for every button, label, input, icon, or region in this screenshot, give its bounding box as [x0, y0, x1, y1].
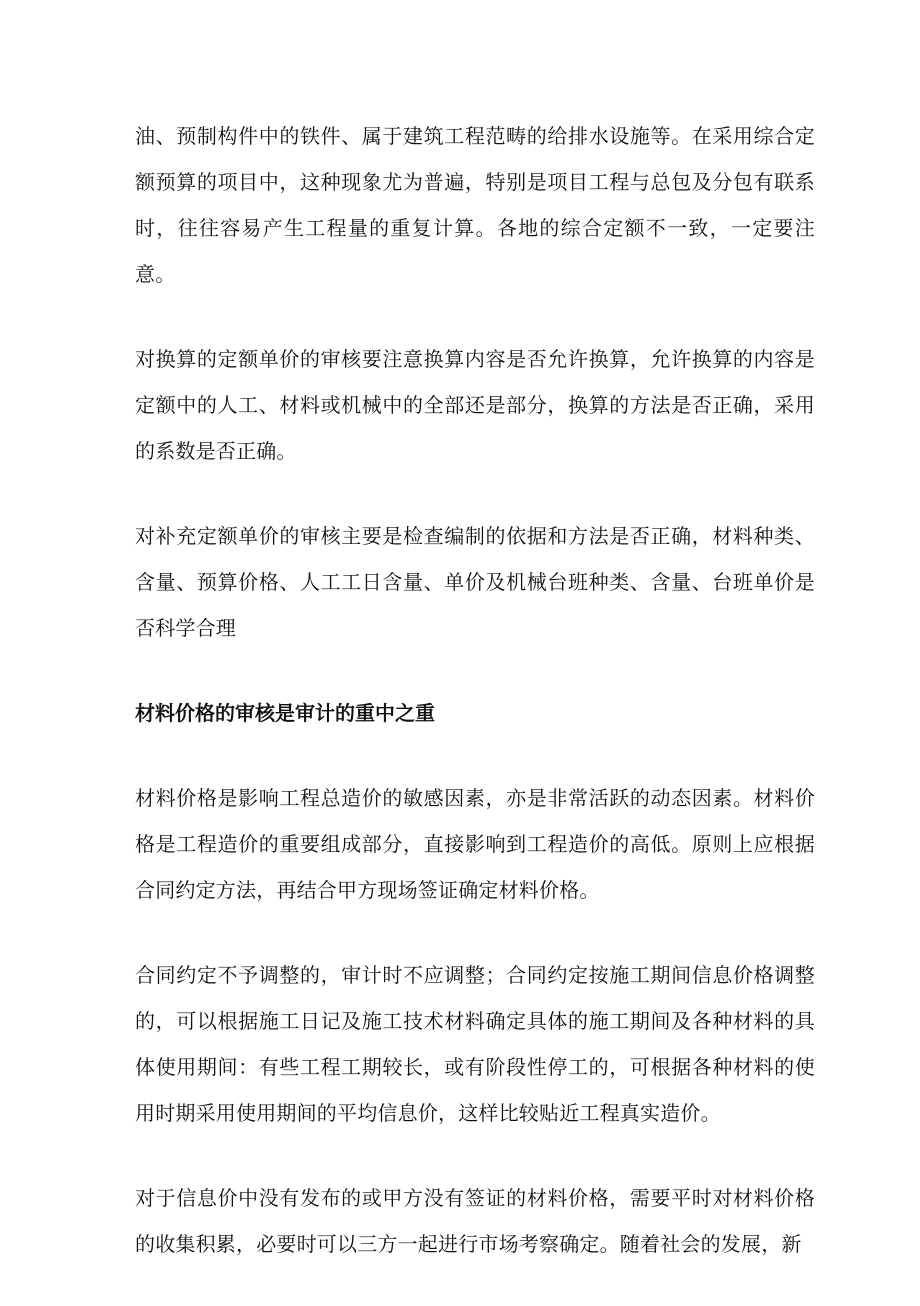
document-body — [135, 113, 815, 1306]
paragraph: 材料价格是影响工程总造价的敏感因素，亦是非常活跃的动态因素。材料价格是工程造价的重要组成部分，直接影响到工程造价的高低。原则上应根据合同约定方法，再结合甲方现场签证确定材料价格。 — [135, 786, 815, 902]
paragraph: 油、预制构件中的铁件、属于建筑工程范畴的给排水设施等。在采用综合定额预算的项目中，这种现象尤为普遍，特别是项目工程与总包及分包有联系时，往往容易产生工程量的重复计算。各地的综合定额不一致，一定要注意。 — [135, 124, 815, 286]
paragraph: 合同约定不予调整的，审计时不应调整；合同约定按施工期间信息价格调整的，可以根据施工日记及施工技术材料确定具体的施工期间及各种材料的具体使用期间：有些工程工期较长，或有阶段性停工的，可根据各种材料的使用时期采用使用期间的平均信息价，这样比较贴近工程真实造价。 — [135, 963, 815, 1125]
paragraph: 对换算的定额单价的审核要注意换算内容是否允许换算，允许换算的内容是定额中的人工、材料或机械中的全部还是部分，换算的方法是否正确，采用的系数是否正确。 — [135, 347, 815, 463]
paragraph: 对于信息价中没有发布的或甲方没有签证的材料价格，需要平时对材料价格的收集积累，必要时可以三方一起进行市场考察确定。随着社会的发展，新 — [135, 1186, 815, 1256]
paragraph: 对补充定额单价的审核主要是检查编制的依据和方法是否正确，材料种类、含量、预算价格、人工工日含量、单价及机械台班种类、含量、台班单价是否科学合理 — [135, 524, 815, 640]
section-heading: 材料价格的审核是审计的重中之重 — [135, 701, 435, 725]
